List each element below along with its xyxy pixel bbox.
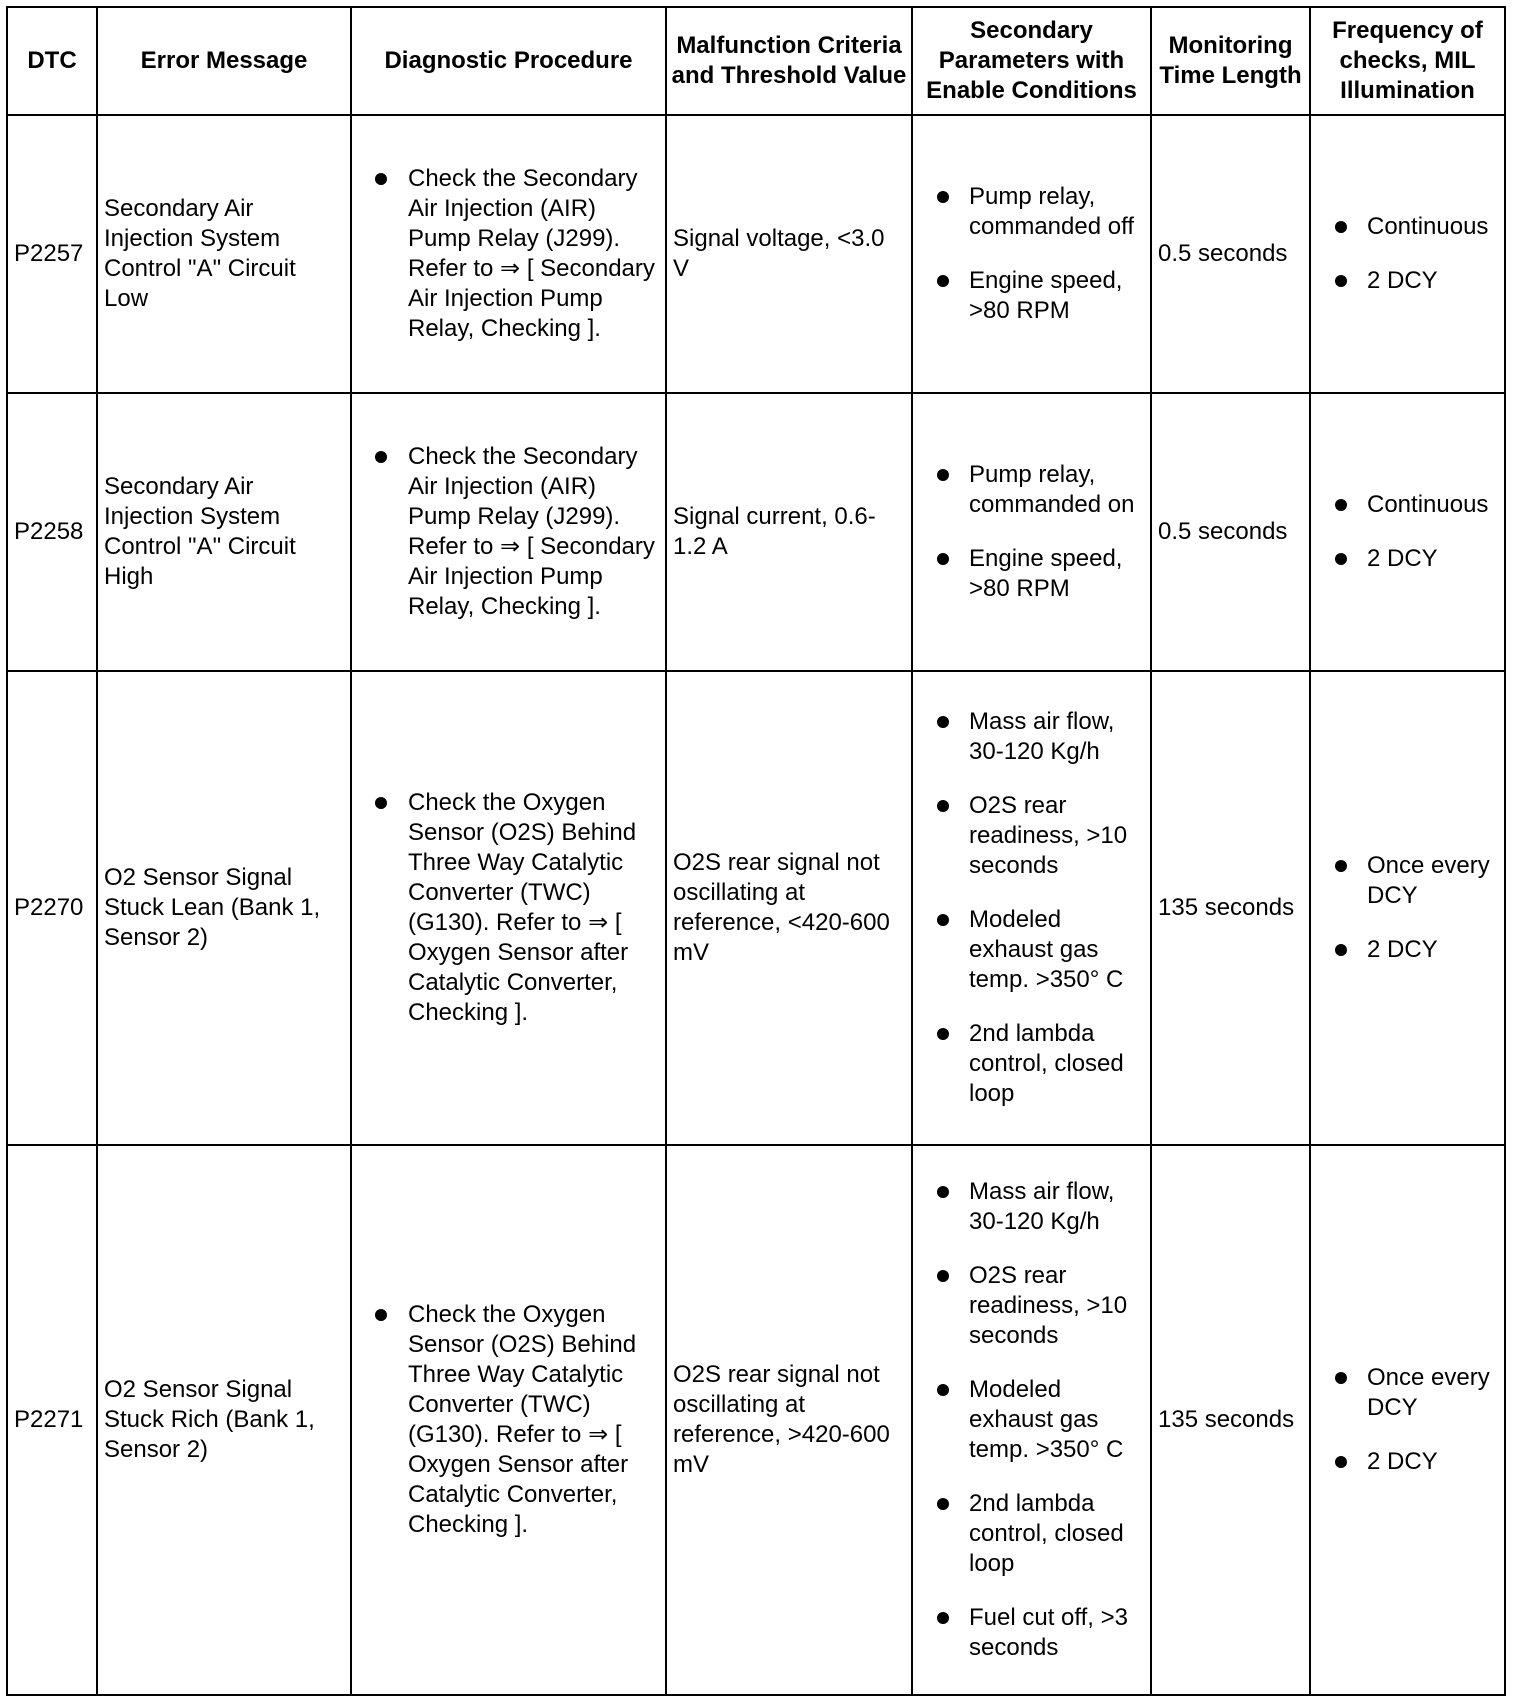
table-row [7,671,1505,1145]
secondary-parameter: 2nd lambda control, closed loop [969,1489,1144,1579]
frequency-item: Once every DCY [1367,851,1498,911]
secondary-parameters [912,115,1151,393]
secondary-parameters [912,393,1151,671]
diagnostic-procedure [351,1145,666,1695]
diagnostic-procedure [351,115,666,393]
frequency-item: Continuous [1367,212,1498,242]
procedure-step: Check the Secondary Air Injection (AIR) Pump Relay (J299). Refer to ⇒ [ Secondary Air Injection Pump Relay, Checking ]. [408,442,659,622]
monitoring-time: 135 seconds [1151,1145,1310,1695]
secondary-parameter: Pump relay, commanded on [969,460,1144,520]
header-monitoring-time: Monitoring Time Length [1151,7,1310,115]
monitoring-time: 135 seconds [1151,671,1310,1145]
secondary-parameter: Fuel cut off, >3 seconds [969,1603,1144,1663]
frequency [1310,115,1505,393]
dtc-code: P2270 [7,671,97,1145]
monitoring-time: 0.5 seconds [1151,115,1310,393]
table-row [7,393,1505,671]
monitoring-time: 0.5 seconds [1151,393,1310,671]
error-message: O2 Sensor Signal Stuck Lean (Bank 1, Sensor 2) [97,671,351,1145]
frequency-item: 2 DCY [1367,935,1498,965]
dtc-code: P2257 [7,115,97,393]
secondary-parameter: Engine speed, >80 RPM [969,266,1144,326]
dtc-table [6,6,1506,1696]
error-message: Secondary Air Injection System Control "A" Circuit Low [97,115,351,393]
diagnostic-procedure [351,671,666,1145]
header-dtc: DTC [7,7,97,115]
malfunction-criteria: O2S rear signal not oscillating at reference, >420-600 mV [666,1145,912,1695]
secondary-parameter: O2S rear readiness, >10 seconds [969,791,1144,881]
header-row [7,7,1505,115]
frequency-item: 2 DCY [1367,544,1498,574]
table-row [7,1145,1505,1695]
header-frequency: Frequency of checks, MIL Illumination [1310,7,1505,115]
procedure-step: Check the Oxygen Sensor (O2S) Behind Three Way Catalytic Converter (TWC) (G130). Refer to ⇒ [ Oxygen Sensor after Catalytic Converter, Checking ]. [408,788,659,1028]
frequency [1310,671,1505,1145]
header-error-message: Error Message [97,7,351,115]
procedure-step: Check the Secondary Air Injection (AIR) Pump Relay (J299). Refer to ⇒ [ Secondary Air Injection Pump Relay, Checking ]. [408,164,659,344]
secondary-parameters [912,1145,1151,1695]
error-message: O2 Sensor Signal Stuck Rich (Bank 1, Sensor 2) [97,1145,351,1695]
secondary-parameter: Mass air flow, 30-120 Kg/h [969,1177,1144,1237]
malfunction-criteria: O2S rear signal not oscillating at reference, <420-600 mV [666,671,912,1145]
malfunction-criteria: Signal current, 0.6-1.2 A [666,393,912,671]
error-message: Secondary Air Injection System Control "A" Circuit High [97,393,351,671]
frequency-item: 2 DCY [1367,266,1498,296]
table-row [7,115,1505,393]
secondary-parameter: Modeled exhaust gas temp. >350° C [969,1375,1144,1465]
secondary-parameter: Pump relay, commanded off [969,182,1144,242]
malfunction-criteria: Signal voltage, <3.0 V [666,115,912,393]
frequency [1310,1145,1505,1695]
header-diagnostic-procedure: Diagnostic Procedure [351,7,666,115]
frequency-item: Continuous [1367,490,1498,520]
frequency-item: Once every DCY [1367,1363,1498,1423]
secondary-parameter: Modeled exhaust gas temp. >350° C [969,905,1144,995]
diagnostic-procedure [351,393,666,671]
secondary-parameter: O2S rear readiness, >10 seconds [969,1261,1144,1351]
secondary-parameter: Mass air flow, 30-120 Kg/h [969,707,1144,767]
header-malfunction-criteria: Malfunction Criteria and Threshold Value [666,7,912,115]
secondary-parameter: 2nd lambda control, closed loop [969,1019,1144,1109]
header-secondary-parameters: Secondary Parameters with Enable Conditions [912,7,1151,115]
dtc-code: P2271 [7,1145,97,1695]
frequency [1310,393,1505,671]
procedure-step: Check the Oxygen Sensor (O2S) Behind Three Way Catalytic Converter (TWC) (G130). Refer to ⇒ [ Oxygen Sensor after Catalytic Converter, Checking ]. [408,1300,659,1540]
dtc-code: P2258 [7,393,97,671]
secondary-parameters [912,671,1151,1145]
secondary-parameter: Engine speed, >80 RPM [969,544,1144,604]
frequency-item: 2 DCY [1367,1447,1498,1477]
